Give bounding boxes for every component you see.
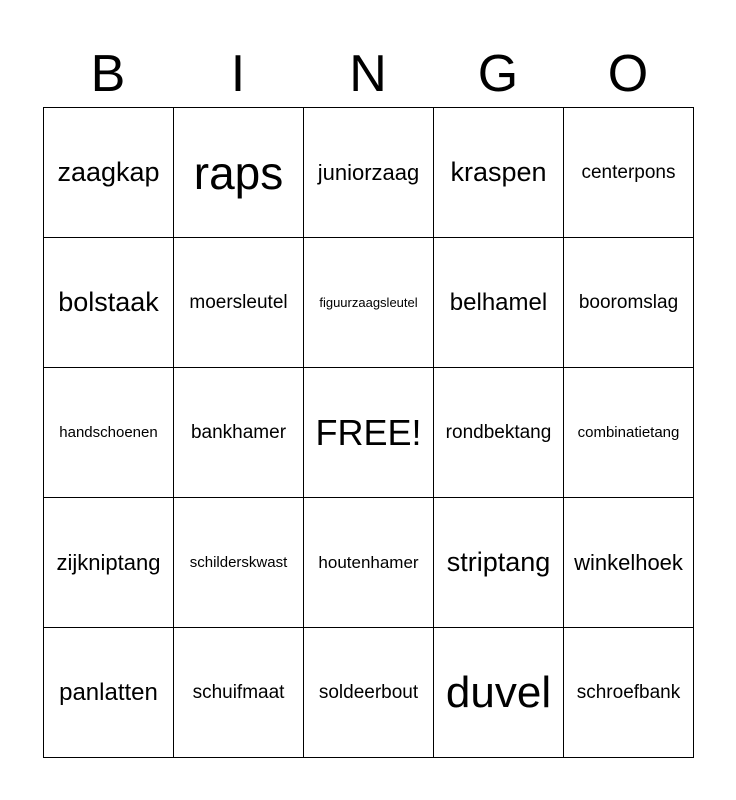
bingo-cell[interactable]: belhamel [434, 238, 564, 368]
bingo-cell[interactable]: soldeerbout [304, 628, 434, 758]
bingo-cell[interactable]: booromslag [564, 238, 694, 368]
bingo-board [43, 107, 694, 758]
bingo-cell[interactable]: moersleutel [174, 238, 304, 368]
bingo-cell[interactable]: centerpons [564, 108, 694, 238]
bingo-cell[interactable]: raps [174, 108, 304, 238]
header-letter-o: O [607, 45, 649, 103]
bingo-cell[interactable]: duvel [434, 628, 564, 758]
bingo-cell[interactable]: bolstaak [44, 238, 174, 368]
bingo-cell[interactable]: zijkniptang [44, 498, 174, 628]
bingo-header [43, 42, 693, 106]
bingo-cell[interactable]: kraspen [434, 108, 564, 238]
bingo-cell[interactable]: schuifmaat [174, 628, 304, 758]
bingo-cell[interactable]: handschoenen [44, 368, 174, 498]
bingo-cell[interactable]: bankhamer [174, 368, 304, 498]
bingo-cell[interactable]: schilderskwast [174, 498, 304, 628]
header-letter-i: I [230, 45, 246, 103]
bingo-cell[interactable]: figuurzaagsleutel [304, 238, 434, 368]
header-letter-g: G [477, 45, 519, 103]
bingo-cell[interactable]: combinatietang [564, 368, 694, 498]
header-letter-n: N [349, 45, 387, 103]
bingo-cell[interactable]: rondbektang [434, 368, 564, 498]
bingo-cell[interactable]: panlatten [44, 628, 174, 758]
bingo-cell[interactable]: houtenhamer [304, 498, 434, 628]
bingo-cell[interactable]: winkelhoek [564, 498, 694, 628]
bingo-cell[interactable]: zaagkap [44, 108, 174, 238]
bingo-cell[interactable]: schroefbank [564, 628, 694, 758]
free-space-cell[interactable]: FREE! [304, 368, 434, 498]
bingo-cell[interactable]: juniorzaag [304, 108, 434, 238]
header-letter-b: B [90, 45, 126, 103]
bingo-cell[interactable]: striptang [434, 498, 564, 628]
